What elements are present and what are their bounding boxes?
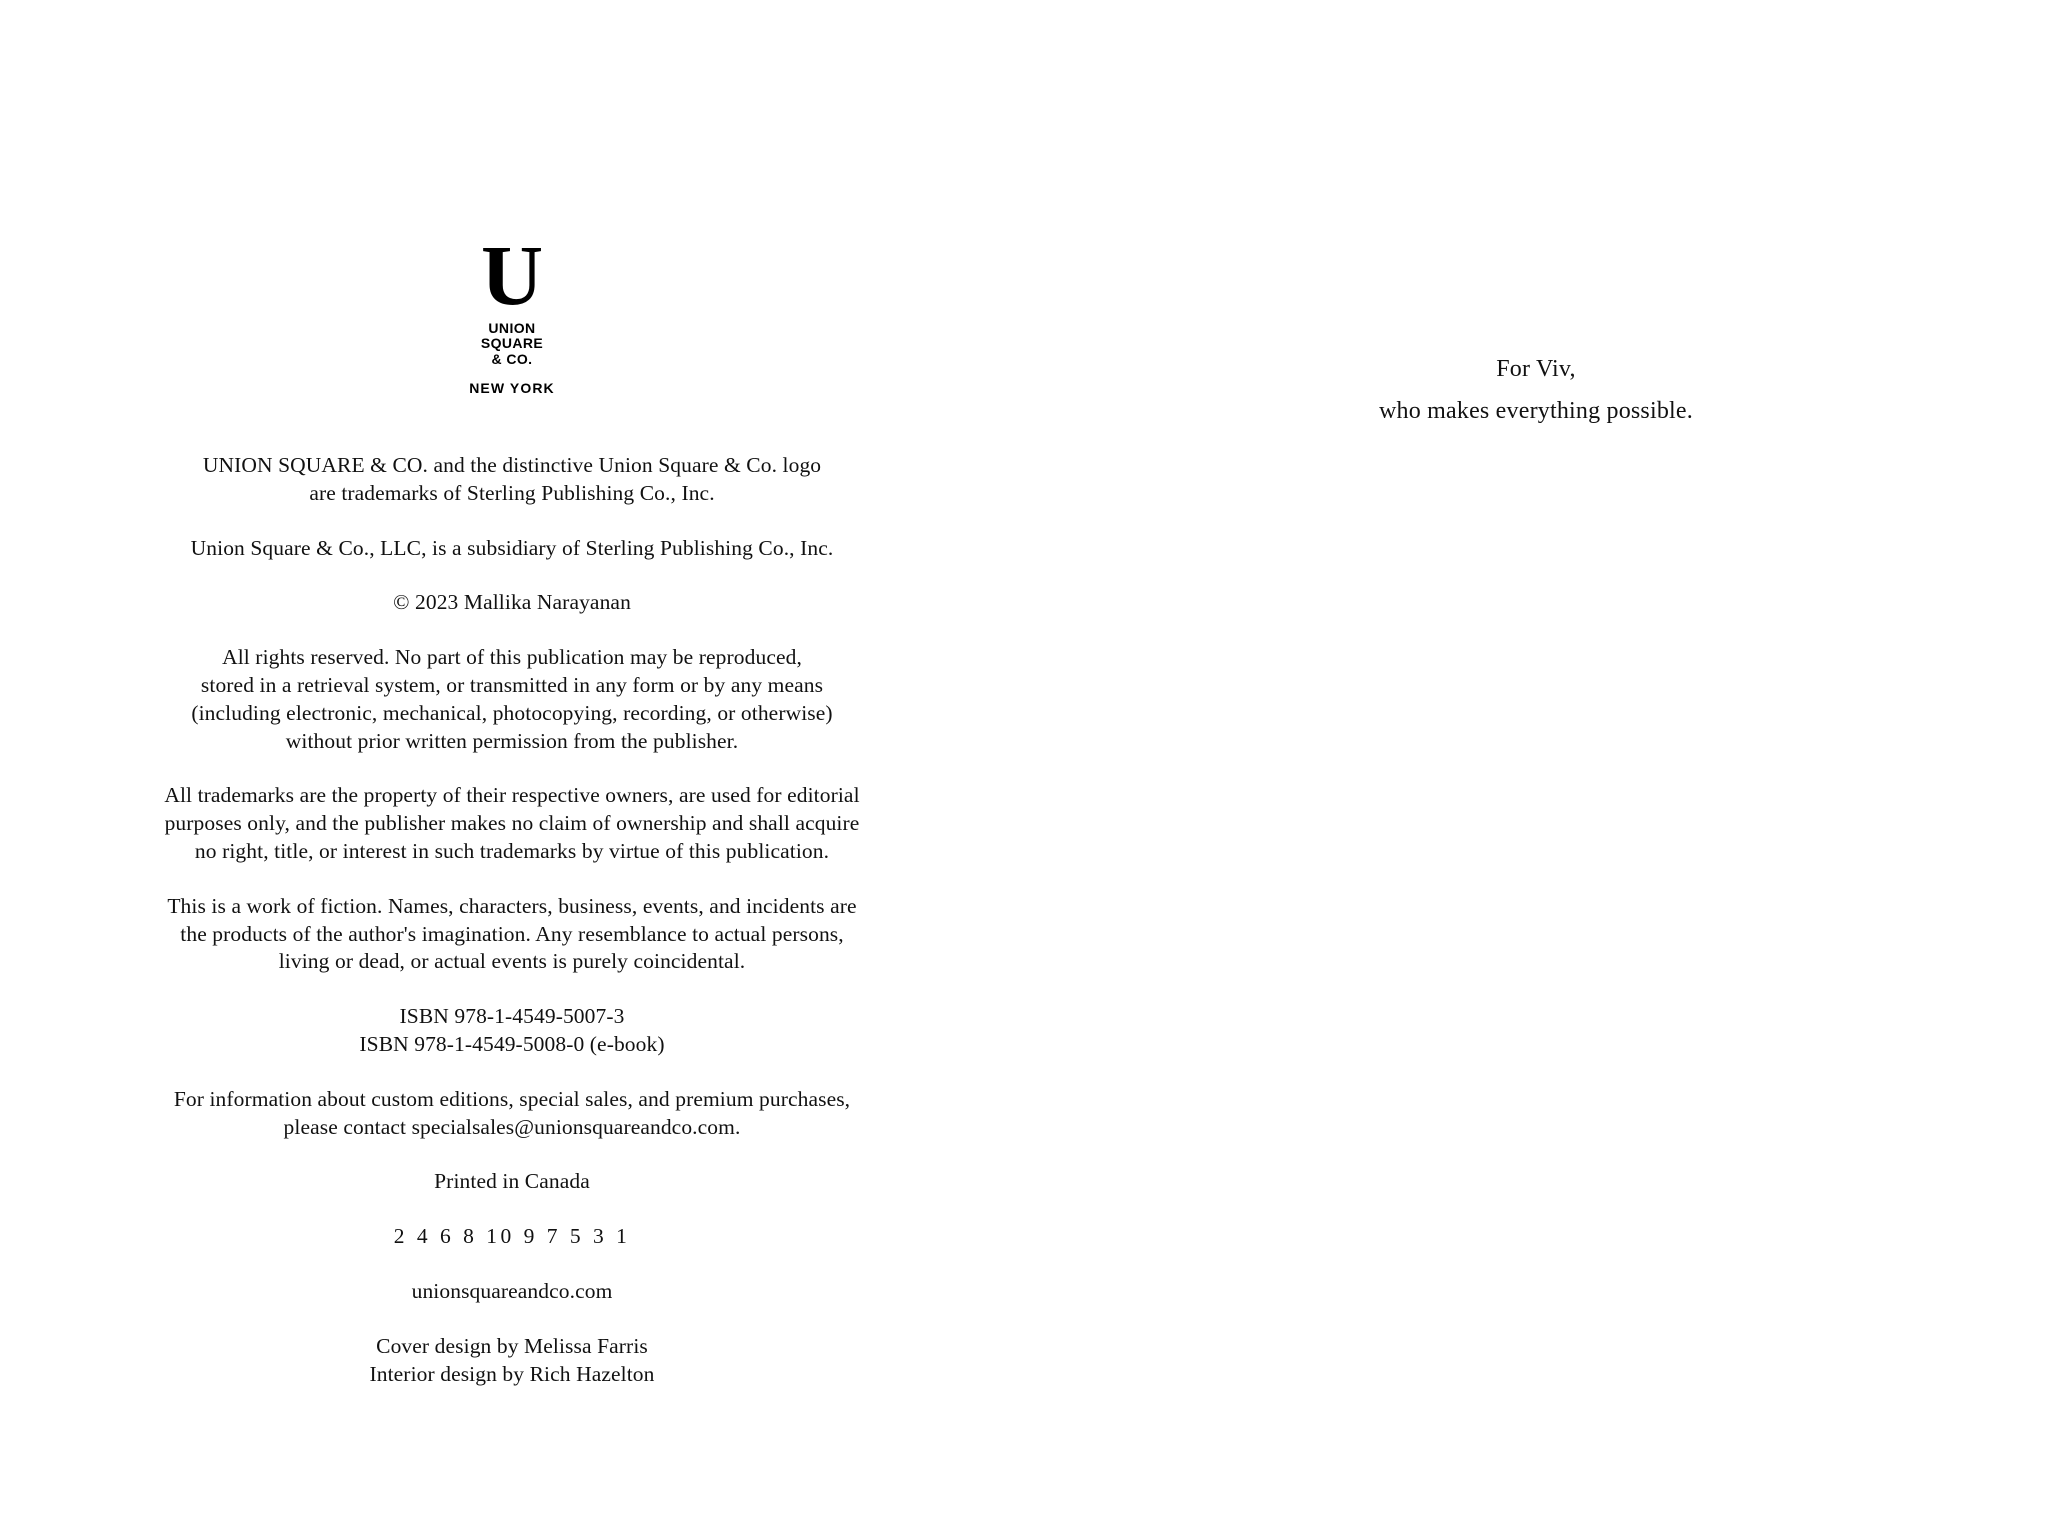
subsidiary-notice (132, 535, 892, 563)
dedication-page (1024, 0, 2048, 1536)
rights-reserved-line-2: stored in a retrieval system, or transmitted in any form or by any means (200, 672, 824, 697)
isbn-print: ISBN 978-1-4549-5007-3 (399, 1004, 625, 1029)
publisher-name-line-3: & CO. (491, 350, 533, 367)
custom-editions-notice (132, 1086, 892, 1142)
trademark-ownership-notice (132, 782, 892, 865)
trademark-ownership-line-2: purposes only, and the publisher makes no claim of ownership and shall acquire (164, 811, 860, 836)
publisher-name-line-1: UNION (488, 319, 536, 336)
print-number-sequence: 2 4 6 8 10 9 7 5 3 1 (393, 1224, 631, 1249)
dedication-text (1166, 348, 1906, 432)
fiction-disclaimer-line-1: This is a work of fiction. Names, characters, business, events, and incidents are (167, 893, 857, 918)
trademark-ownership-line-3: no right, title, or interest in such trademarks by virtue of this publication. (194, 838, 830, 863)
publisher-website-url: unionsquareandco.com (411, 1278, 613, 1303)
publisher-logo (0, 227, 1024, 396)
print-number-line (132, 1223, 892, 1251)
subsidiary-notice-line-1: Union Square & Co., LLC, is a subsidiary of Sterling Publishing Co., Inc. (190, 535, 834, 560)
isbn-block (132, 1003, 892, 1059)
copyright-line (132, 589, 892, 617)
copyright-text-block (132, 452, 892, 1388)
dedication-line-2: who makes everything possible. (1379, 398, 1693, 424)
copyright-line-text: © 2023 Mallika Narayanan (393, 590, 631, 615)
publisher-website (132, 1278, 892, 1306)
publisher-city: NEW YORK (469, 379, 555, 396)
isbn-ebook: ISBN 978-1-4549-5008-0 (e-book) (359, 1031, 665, 1056)
union-square-u-mark: U (480, 227, 544, 323)
custom-editions-line-1: For information about custom editions, special sales, and premium purchases, (173, 1086, 851, 1111)
fiction-disclaimer-line-3: living or dead, or actual events is purely coincidental. (278, 949, 746, 974)
custom-editions-line-2: please contact specialsales@unionsquareandco.com. (283, 1114, 741, 1139)
rights-reserved-line-4: without prior written permission from the publisher. (285, 728, 739, 753)
rights-reserved-line-1: All rights reserved. No part of this publication may be reproduced, (222, 645, 802, 670)
publisher-name (481, 321, 543, 368)
fiction-disclaimer (132, 893, 892, 976)
trademark-notice-line-2: are trademarks of Sterling Publishing Co., Inc. (309, 480, 715, 505)
design-credits (132, 1333, 892, 1389)
rights-reserved-line-3: (including electronic, mechanical, photocopying, recording, or otherwise) (191, 700, 833, 725)
trademark-ownership-line-1: All trademarks are the property of their respective owners, are used for editorial (164, 783, 860, 808)
interior-design-credit: Interior design by Rich Hazelton (369, 1361, 655, 1386)
printed-in-statement (132, 1168, 892, 1196)
trademark-notice (132, 452, 892, 508)
printed-in-text: Printed in Canada (434, 1169, 590, 1194)
cover-design-credit: Cover design by Melissa Farris (376, 1333, 648, 1358)
fiction-disclaimer-line-2: the products of the author's imagination. Any resemblance to actual persons, (180, 921, 844, 946)
publisher-name-line-2: SQUARE (480, 335, 544, 352)
dedication-line-1: For Viv, (1496, 356, 1576, 382)
trademark-notice-line-1: UNION SQUARE & CO. and the distinctive Union Square & Co. logo (202, 453, 822, 477)
rights-reserved-notice (132, 644, 892, 755)
